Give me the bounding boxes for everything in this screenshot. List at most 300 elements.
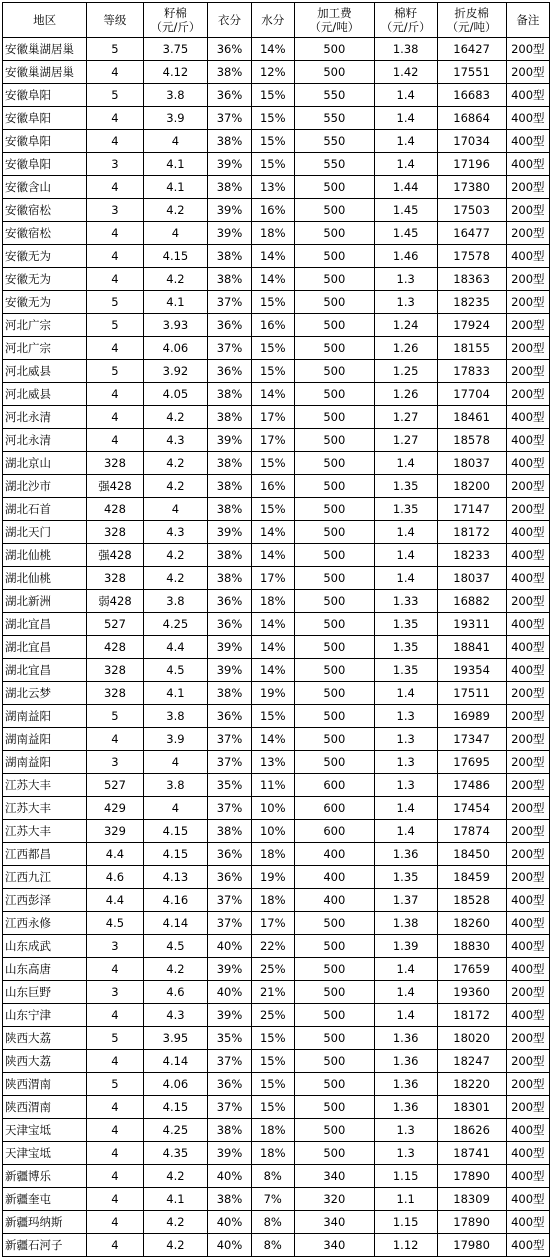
cell-note: 400型 — [506, 958, 549, 981]
cell-processing-fee: 400 — [294, 866, 374, 889]
cell-note: 200型 — [506, 751, 549, 774]
cell-region: 江西九江 — [3, 866, 87, 889]
cell-processing-fee: 400 — [294, 889, 374, 912]
cell-lint-price: 17511 — [437, 682, 506, 705]
cell-lint-pct: 39% — [208, 199, 251, 222]
table-row — [3, 797, 550, 820]
cell-processing-fee: 500 — [294, 475, 374, 498]
cell-lint-price: 17347 — [437, 728, 506, 751]
cell-lint-pct: 40% — [208, 935, 251, 958]
cell-lint-price: 17578 — [437, 245, 506, 268]
cell-seed-cotton: 4.1 — [143, 682, 208, 705]
cell-region: 河北广宗 — [3, 337, 87, 360]
cell-grade: 4.5 — [87, 912, 143, 935]
cell-lint-pct: 38% — [208, 268, 251, 291]
cell-region: 山东高唐 — [3, 958, 87, 981]
table-row — [3, 728, 550, 751]
cell-seed-cotton: 4.05 — [143, 383, 208, 406]
cell-region: 陕西大荔 — [3, 1050, 87, 1073]
cell-lint-price: 17034 — [437, 130, 506, 153]
cell-cottonseed: 1.35 — [374, 498, 437, 521]
cell-cottonseed: 1.35 — [374, 475, 437, 498]
header-processing-fee-label: 加工费 — [317, 6, 352, 20]
cell-cottonseed: 1.3 — [374, 774, 437, 797]
cell-lint-price: 17833 — [437, 360, 506, 383]
cell-seed-cotton: 4.2 — [143, 406, 208, 429]
cell-seed-cotton: 4.2 — [143, 199, 208, 222]
cell-grade: 328 — [87, 452, 143, 475]
table-row — [3, 774, 550, 797]
cell-lint-pct: 37% — [208, 889, 251, 912]
cell-region: 河北永清 — [3, 429, 87, 452]
cell-grade: 4 — [87, 383, 143, 406]
cell-lint-pct: 37% — [208, 1050, 251, 1073]
header-lint-price-unit: （元/吨） — [446, 20, 497, 34]
header-cottonseed-unit: （元/斤） — [380, 20, 431, 34]
cell-moisture: 15% — [251, 1050, 294, 1073]
table-row — [3, 636, 550, 659]
header-seed-cotton — [143, 3, 208, 38]
cell-processing-fee: 500 — [294, 544, 374, 567]
cell-note: 200型 — [506, 222, 549, 245]
cell-region: 安徽阜阳 — [3, 107, 87, 130]
cell-region: 河北威县 — [3, 360, 87, 383]
cell-region: 山东成武 — [3, 935, 87, 958]
cell-grade: 5 — [87, 84, 143, 107]
cell-moisture: 14% — [251, 245, 294, 268]
cell-cottonseed: 1.42 — [374, 61, 437, 84]
cell-lint-price: 17196 — [437, 153, 506, 176]
cell-lint-pct: 39% — [208, 153, 251, 176]
cell-lint-price: 17704 — [437, 383, 506, 406]
cell-note: 200型 — [506, 38, 549, 61]
cell-grade: 4.4 — [87, 843, 143, 866]
cell-processing-fee: 500 — [294, 682, 374, 705]
cell-seed-cotton: 4.15 — [143, 245, 208, 268]
cell-cottonseed: 1.36 — [374, 1027, 437, 1050]
cell-processing-fee: 340 — [294, 1211, 374, 1234]
cell-seed-cotton: 3.9 — [143, 728, 208, 751]
cell-seed-cotton: 4.25 — [143, 1119, 208, 1142]
table-row — [3, 314, 550, 337]
cell-processing-fee: 500 — [294, 567, 374, 590]
cell-processing-fee: 500 — [294, 245, 374, 268]
cell-lint-pct: 36% — [208, 705, 251, 728]
cell-lint-pct: 40% — [208, 1165, 251, 1188]
table-row — [3, 130, 550, 153]
cell-lint-pct: 37% — [208, 107, 251, 130]
cell-moisture: 14% — [251, 544, 294, 567]
table-row — [3, 498, 550, 521]
cell-cottonseed: 1.4 — [374, 958, 437, 981]
cell-moisture: 8% — [251, 1234, 294, 1257]
table-row — [3, 222, 550, 245]
cell-processing-fee: 550 — [294, 84, 374, 107]
cell-processing-fee: 500 — [294, 912, 374, 935]
cell-region: 安徽宿松 — [3, 199, 87, 222]
cell-grade: 4.6 — [87, 866, 143, 889]
cell-lint-price: 17551 — [437, 61, 506, 84]
header-lint-pct: 衣分 — [208, 3, 251, 38]
cell-cottonseed: 1.4 — [374, 107, 437, 130]
cell-grade: 3 — [87, 751, 143, 774]
cell-grade: 5 — [87, 291, 143, 314]
cell-note: 200型 — [506, 475, 549, 498]
cell-seed-cotton: 4.2 — [143, 567, 208, 590]
header-cottonseed-label: 棉籽 — [394, 6, 418, 20]
cell-cottonseed: 1.36 — [374, 1073, 437, 1096]
cell-region: 湖北宜昌 — [3, 613, 87, 636]
cell-moisture: 18% — [251, 843, 294, 866]
table-row — [3, 1027, 550, 1050]
cell-seed-cotton: 3.9 — [143, 107, 208, 130]
table-row — [3, 291, 550, 314]
table-row — [3, 107, 550, 130]
cell-lint-price: 18830 — [437, 935, 506, 958]
cell-seed-cotton: 4.25 — [143, 613, 208, 636]
cell-seed-cotton: 4.1 — [143, 291, 208, 314]
cell-processing-fee: 500 — [294, 1142, 374, 1165]
cell-note: 400型 — [506, 1211, 549, 1234]
cell-lint-price: 19354 — [437, 659, 506, 682]
cell-moisture: 15% — [251, 130, 294, 153]
cell-lint-pct: 36% — [208, 843, 251, 866]
cell-grade: 428 — [87, 636, 143, 659]
cell-moisture: 15% — [251, 498, 294, 521]
table-row — [3, 590, 550, 613]
cell-grade: 4 — [87, 176, 143, 199]
table-row — [3, 1073, 550, 1096]
cell-processing-fee: 500 — [294, 429, 374, 452]
cell-region: 新疆玛纳斯 — [3, 1211, 87, 1234]
cell-moisture: 15% — [251, 1096, 294, 1119]
cell-cottonseed: 1.45 — [374, 222, 437, 245]
cell-seed-cotton: 4.2 — [143, 958, 208, 981]
cell-lint-pct: 38% — [208, 383, 251, 406]
cell-cottonseed: 1.12 — [374, 1234, 437, 1257]
table-row — [3, 153, 550, 176]
cell-note: 200型 — [506, 199, 549, 222]
table-row — [3, 245, 550, 268]
cell-grade: 4 — [87, 728, 143, 751]
cell-lint-pct: 39% — [208, 429, 251, 452]
header-moisture: 水分 — [251, 3, 294, 38]
cell-cottonseed: 1.36 — [374, 843, 437, 866]
cell-lint-pct: 37% — [208, 291, 251, 314]
cell-grade: 4 — [87, 337, 143, 360]
cell-moisture: 14% — [251, 521, 294, 544]
cell-grade: 4 — [87, 1234, 143, 1257]
cell-seed-cotton: 3.8 — [143, 705, 208, 728]
cell-seed-cotton: 4.12 — [143, 61, 208, 84]
cell-moisture: 14% — [251, 613, 294, 636]
cell-note: 200型 — [506, 866, 549, 889]
cell-region: 安徽无为 — [3, 268, 87, 291]
cell-note: 400型 — [506, 1119, 549, 1142]
cell-moisture: 16% — [251, 475, 294, 498]
cell-note: 200型 — [506, 383, 549, 406]
cell-grade: 4 — [87, 429, 143, 452]
cell-moisture: 14% — [251, 636, 294, 659]
cell-region: 天津宝坻 — [3, 1119, 87, 1142]
cell-grade: 3 — [87, 199, 143, 222]
table-row — [3, 1211, 550, 1234]
cell-region: 江西彭泽 — [3, 889, 87, 912]
cell-region: 安徽阜阳 — [3, 130, 87, 153]
header-row — [3, 3, 550, 38]
cell-note: 200型 — [506, 1027, 549, 1050]
cell-lint-pct: 38% — [208, 176, 251, 199]
cell-cottonseed: 1.45 — [374, 199, 437, 222]
cell-note: 400型 — [506, 521, 549, 544]
cell-region: 新疆石河子 — [3, 1234, 87, 1257]
cell-cottonseed: 1.3 — [374, 751, 437, 774]
cell-region: 陕西大荔 — [3, 1027, 87, 1050]
cell-grade: 428 — [87, 498, 143, 521]
cell-lint-price: 18459 — [437, 866, 506, 889]
cell-region: 湖北宜昌 — [3, 659, 87, 682]
cell-cottonseed: 1.4 — [374, 452, 437, 475]
cell-cottonseed: 1.3 — [374, 291, 437, 314]
cell-region: 湖北云梦 — [3, 682, 87, 705]
cell-note: 200型 — [506, 268, 549, 291]
table-row — [3, 1050, 550, 1073]
cell-seed-cotton: 4.2 — [143, 544, 208, 567]
cell-lint-price: 19311 — [437, 613, 506, 636]
cell-lint-pct: 39% — [208, 659, 251, 682]
cell-cottonseed: 1.26 — [374, 383, 437, 406]
cell-note: 200型 — [506, 498, 549, 521]
cell-note: 400型 — [506, 245, 549, 268]
cell-lint-pct: 36% — [208, 1073, 251, 1096]
cell-lint-price: 16864 — [437, 107, 506, 130]
cell-cottonseed: 1.33 — [374, 590, 437, 613]
cell-seed-cotton: 4 — [143, 797, 208, 820]
cell-lint-pct: 36% — [208, 38, 251, 61]
cell-moisture: 14% — [251, 728, 294, 751]
header-grade: 等级 — [87, 3, 143, 38]
cell-note: 400型 — [506, 130, 549, 153]
cell-lint-price: 18309 — [437, 1188, 506, 1211]
table-row — [3, 567, 550, 590]
cell-note: 200型 — [506, 705, 549, 728]
cell-lint-pct: 38% — [208, 61, 251, 84]
header-seed-cotton-label: 籽棉 — [163, 6, 187, 20]
cell-seed-cotton: 4.15 — [143, 1096, 208, 1119]
cell-processing-fee: 500 — [294, 38, 374, 61]
table-row — [3, 475, 550, 498]
cell-moisture: 16% — [251, 314, 294, 337]
cell-region: 湖北京山 — [3, 452, 87, 475]
cell-lint-price: 18037 — [437, 452, 506, 475]
cell-moisture: 14% — [251, 38, 294, 61]
cell-seed-cotton: 4.2 — [143, 1234, 208, 1257]
cell-moisture: 15% — [251, 1027, 294, 1050]
cell-cottonseed: 1.3 — [374, 1119, 437, 1142]
table-row — [3, 843, 550, 866]
cell-lint-pct: 40% — [208, 981, 251, 1004]
cell-cottonseed: 1.3 — [374, 1142, 437, 1165]
cell-note: 400型 — [506, 153, 549, 176]
cell-region: 天津宝坻 — [3, 1142, 87, 1165]
cell-lint-price: 18450 — [437, 843, 506, 866]
header-processing-fee-unit: （元/吨） — [309, 20, 360, 34]
cell-grade: 4 — [87, 1050, 143, 1073]
cell-grade: 4 — [87, 61, 143, 84]
cell-lint-price: 17924 — [437, 314, 506, 337]
cell-processing-fee: 400 — [294, 843, 374, 866]
cell-lint-pct: 37% — [208, 797, 251, 820]
cell-seed-cotton: 4.3 — [143, 1004, 208, 1027]
table-row — [3, 38, 550, 61]
cell-processing-fee: 500 — [294, 314, 374, 337]
cell-lint-price: 18220 — [437, 1073, 506, 1096]
cell-processing-fee: 500 — [294, 751, 374, 774]
cell-lint-price: 18741 — [437, 1142, 506, 1165]
cell-note: 200型 — [506, 360, 549, 383]
cell-seed-cotton: 4.06 — [143, 337, 208, 360]
cell-lint-price: 17980 — [437, 1234, 506, 1257]
cell-region: 江西永修 — [3, 912, 87, 935]
table-row — [3, 429, 550, 452]
table-row — [3, 1234, 550, 1257]
cell-seed-cotton: 4.3 — [143, 429, 208, 452]
cell-moisture: 12% — [251, 61, 294, 84]
cell-cottonseed: 1.27 — [374, 406, 437, 429]
cell-seed-cotton: 3.95 — [143, 1027, 208, 1050]
cell-region: 湖北宜昌 — [3, 636, 87, 659]
cell-note: 400型 — [506, 659, 549, 682]
cell-note: 200型 — [506, 337, 549, 360]
cell-moisture: 13% — [251, 176, 294, 199]
cell-grade: 527 — [87, 774, 143, 797]
table-body — [3, 38, 550, 1257]
table-row — [3, 981, 550, 1004]
cell-lint-price: 16882 — [437, 590, 506, 613]
cell-grade: 328 — [87, 521, 143, 544]
cell-note: 200型 — [506, 682, 549, 705]
cell-processing-fee: 500 — [294, 1050, 374, 1073]
table-row — [3, 360, 550, 383]
table-row — [3, 912, 550, 935]
cell-moisture: 17% — [251, 912, 294, 935]
cell-region: 河北广宗 — [3, 314, 87, 337]
cell-lint-price: 18155 — [437, 337, 506, 360]
cell-lint-pct: 37% — [208, 728, 251, 751]
cotton-price-table — [2, 2, 550, 1257]
cell-lint-price: 18626 — [437, 1119, 506, 1142]
cell-grade: 4 — [87, 222, 143, 245]
cell-moisture: 8% — [251, 1165, 294, 1188]
cell-processing-fee: 340 — [294, 1234, 374, 1257]
cell-lint-pct: 37% — [208, 337, 251, 360]
cell-processing-fee: 500 — [294, 383, 374, 406]
cell-processing-fee: 500 — [294, 1096, 374, 1119]
cell-seed-cotton: 4 — [143, 498, 208, 521]
cell-processing-fee: 500 — [294, 452, 374, 475]
cell-processing-fee: 500 — [294, 728, 374, 751]
cell-processing-fee: 500 — [294, 981, 374, 1004]
cell-processing-fee: 500 — [294, 360, 374, 383]
cell-lint-price: 18247 — [437, 1050, 506, 1073]
table-row — [3, 1142, 550, 1165]
cell-moisture: 25% — [251, 1004, 294, 1027]
cell-seed-cotton: 4.1 — [143, 176, 208, 199]
cell-moisture: 15% — [251, 452, 294, 475]
cell-lint-price: 18260 — [437, 912, 506, 935]
cell-cottonseed: 1.4 — [374, 981, 437, 1004]
cell-cottonseed: 1.46 — [374, 245, 437, 268]
cell-processing-fee: 500 — [294, 659, 374, 682]
cell-lint-pct: 38% — [208, 1119, 251, 1142]
cell-lint-pct: 40% — [208, 1234, 251, 1257]
header-cottonseed — [374, 3, 437, 38]
cell-lint-price: 16427 — [437, 38, 506, 61]
table-row — [3, 1165, 550, 1188]
cell-note: 400型 — [506, 935, 549, 958]
cell-seed-cotton: 4.2 — [143, 1165, 208, 1188]
cell-note: 200型 — [506, 1073, 549, 1096]
cell-seed-cotton: 3.8 — [143, 590, 208, 613]
cell-processing-fee: 500 — [294, 1073, 374, 1096]
cell-lint-price: 17659 — [437, 958, 506, 981]
table-row — [3, 544, 550, 567]
cell-lint-pct: 36% — [208, 84, 251, 107]
cell-cottonseed: 1.24 — [374, 314, 437, 337]
cell-processing-fee: 500 — [294, 935, 374, 958]
cell-processing-fee: 500 — [294, 636, 374, 659]
cell-grade: 329 — [87, 820, 143, 843]
cell-processing-fee: 500 — [294, 337, 374, 360]
cell-cottonseed: 1.4 — [374, 567, 437, 590]
cell-moisture: 17% — [251, 429, 294, 452]
cell-grade: 5 — [87, 360, 143, 383]
cell-seed-cotton: 3.93 — [143, 314, 208, 337]
cell-region: 山东宁津 — [3, 1004, 87, 1027]
cell-processing-fee: 500 — [294, 613, 374, 636]
cell-lint-pct: 37% — [208, 912, 251, 935]
cell-cottonseed: 1.27 — [374, 429, 437, 452]
cell-lint-price: 18841 — [437, 636, 506, 659]
cell-cottonseed: 1.4 — [374, 153, 437, 176]
cell-lint-pct: 38% — [208, 245, 251, 268]
cell-note: 200型 — [506, 291, 549, 314]
cell-lint-pct: 39% — [208, 1142, 251, 1165]
cell-moisture: 15% — [251, 153, 294, 176]
cell-region: 湖南益阳 — [3, 705, 87, 728]
cell-grade: 4.4 — [87, 889, 143, 912]
cell-moisture: 15% — [251, 107, 294, 130]
cell-lint-price: 18461 — [437, 406, 506, 429]
cell-moisture: 25% — [251, 958, 294, 981]
cell-lint-price: 18172 — [437, 521, 506, 544]
cell-processing-fee: 500 — [294, 1004, 374, 1027]
cell-note: 200型 — [506, 314, 549, 337]
cell-lint-pct: 38% — [208, 682, 251, 705]
cell-cottonseed: 1.36 — [374, 1050, 437, 1073]
cell-seed-cotton: 4.14 — [143, 1050, 208, 1073]
cell-region: 江苏大丰 — [3, 797, 87, 820]
table-row — [3, 958, 550, 981]
header-processing-fee — [294, 3, 374, 38]
table-row — [3, 521, 550, 544]
table-row — [3, 659, 550, 682]
cell-lint-pct: 36% — [208, 360, 251, 383]
cell-note: 200型 — [506, 1050, 549, 1073]
cell-grade: 4 — [87, 107, 143, 130]
cell-note: 400型 — [506, 1188, 549, 1211]
cell-lint-price: 16683 — [437, 84, 506, 107]
